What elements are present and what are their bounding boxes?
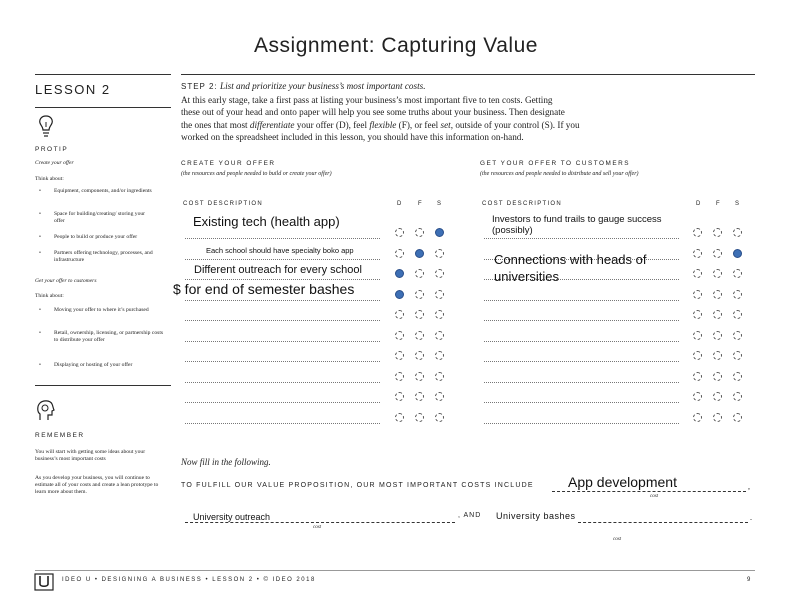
option-f-radio[interactable] [713, 351, 722, 360]
get-col-subtitle: (the resources and people needed to distribute and sell your offer) [480, 171, 639, 177]
option-s-radio[interactable] [733, 413, 742, 422]
divider [35, 74, 171, 75]
lightbulb-icon [37, 114, 55, 138]
cost-3-value: University bashes [496, 511, 576, 521]
option-s-radio[interactable] [435, 372, 444, 381]
cost-line [552, 491, 746, 492]
get-heading: Get your offer to customers [35, 278, 97, 284]
cost-entry-line[interactable] [185, 402, 380, 403]
option-d-radio[interactable] [693, 290, 702, 299]
handwritten-entry: $ for end of semester bashes [173, 281, 355, 297]
step-label: STEP 2: [181, 82, 218, 91]
option-s-radio[interactable] [733, 392, 742, 401]
list-item: • Moving your offer to where it’s purchased [54, 307, 154, 314]
cost-entry-line[interactable] [484, 361, 679, 362]
option-d-radio[interactable] [693, 392, 702, 401]
think-about: Think about: [35, 176, 64, 182]
option-f-radio[interactable] [713, 269, 722, 278]
step-line: these out of your head and onto paper will help you see some truths about your business. Then designate [181, 107, 565, 118]
divider [181, 74, 755, 75]
option-d-radio[interactable] [395, 331, 404, 340]
think-about: Think about: [35, 293, 64, 299]
option-s-radio[interactable] [733, 269, 742, 278]
option-d-radio[interactable] [395, 269, 404, 278]
handwritten-entry: Connections with heads of universities [494, 252, 647, 284]
option-f-radio[interactable] [713, 249, 722, 258]
option-f-radio[interactable] [713, 392, 722, 401]
list-item: • Displaying or hosting of your offer [54, 362, 169, 369]
cost-entry-line[interactable] [484, 402, 679, 403]
s-header: S [437, 201, 443, 207]
cost-entry-line[interactable] [185, 341, 380, 342]
cost-line [578, 522, 748, 523]
option-f-radio[interactable] [713, 331, 722, 340]
handwritten-entry: Existing tech (health app) [193, 214, 340, 229]
protip-label: PROTIP [35, 146, 69, 153]
option-d-radio[interactable] [395, 372, 404, 381]
option-s-radio[interactable] [435, 290, 444, 299]
step-heading: List and prioritize your business’s most important costs. [219, 81, 426, 91]
option-d-radio[interactable] [395, 290, 404, 299]
option-d-radio[interactable] [693, 269, 702, 278]
option-d-radio[interactable] [693, 351, 702, 360]
option-s-radio[interactable] [435, 269, 444, 278]
cost-entry-line[interactable] [185, 382, 380, 383]
option-f-radio[interactable] [713, 290, 722, 299]
option-f-radio[interactable] [713, 413, 722, 422]
d-header: D [397, 201, 403, 207]
list-item: • Partners offering technology, processes, and infrastructure [54, 250, 154, 264]
cost-description-header: COST DESCRIPTION [482, 201, 563, 207]
cost-entry-line[interactable] [484, 382, 679, 383]
cost-entry-line[interactable] [484, 300, 679, 301]
cost-entry-line[interactable] [484, 423, 679, 424]
option-f-radio[interactable] [415, 351, 424, 360]
cost-caption: cost [613, 537, 622, 542]
head-icon [35, 398, 57, 422]
option-d-radio[interactable] [395, 249, 404, 258]
cost-entry-line[interactable] [185, 300, 380, 301]
remember-text: As you develop your business, you will continue to estimate all of your costs and create a lean prototype to learn more about them. [35, 475, 159, 495]
create-heading: Create your offer [35, 160, 74, 166]
option-s-radio[interactable] [435, 392, 444, 401]
cost-caption: cost [313, 525, 322, 530]
option-d-radio[interactable] [395, 413, 404, 422]
cost-entry-line[interactable] [484, 341, 679, 342]
page-title: Assignment: Capturing Value [254, 34, 538, 57]
ideo-u-logo [34, 573, 54, 596]
create-col-subtitle: (the resources and people needed to build or create your offer) [181, 171, 332, 177]
cost-entry-line[interactable] [185, 259, 380, 260]
option-f-radio[interactable] [415, 372, 424, 381]
footer-text: IDEO U • DESIGNING A BUSINESS • LESSON 2 • © IDEO 2018 [62, 577, 316, 583]
option-d-radio[interactable] [395, 310, 404, 319]
cost-2-value: University outreach [193, 512, 271, 522]
fill-prompt: Now fill in the following. [181, 457, 271, 467]
option-s-radio[interactable] [435, 310, 444, 319]
list-item: • Retail, ownership, licensing, or partnership costs to distribute your offer [54, 330, 164, 344]
remember-text: You will start with getting some ideas about your business’s most important costs [35, 449, 146, 462]
divider [35, 107, 171, 108]
option-s-radio[interactable] [733, 228, 742, 237]
option-f-radio[interactable] [415, 228, 424, 237]
d-header: D [696, 201, 702, 207]
step-line: At this early stage, take a first pass at listing your business’s most important five to ten costs. Getting [181, 94, 553, 105]
cost-entry-line[interactable] [185, 238, 380, 239]
cost-entry-line[interactable] [484, 320, 679, 321]
option-f-radio[interactable] [415, 310, 424, 319]
option-s-radio[interactable] [733, 290, 742, 299]
option-d-radio[interactable] [693, 413, 702, 422]
divider [35, 385, 171, 386]
step-line: worked on the spreadsheet included in this lesson, you should have this information on-hand. [181, 132, 524, 143]
cost-entry-line[interactable] [185, 279, 380, 280]
comma: , [748, 482, 750, 491]
lesson-label: LESSON 2 [35, 82, 111, 97]
and-label: , AND [458, 512, 482, 519]
f-header: F [716, 201, 721, 207]
f-header: F [418, 201, 423, 207]
option-d-radio[interactable] [395, 351, 404, 360]
cost-line [185, 522, 455, 523]
option-s-radio[interactable] [435, 413, 444, 422]
option-s-radio[interactable] [733, 351, 742, 360]
remember-label: REMEMBER [35, 432, 85, 439]
step-line: the ones that most differentiate your offer (D), feel flexible (F), or feel set, outside of your control (S). If you [181, 119, 580, 130]
option-f-radio[interactable] [713, 310, 722, 319]
step-instructions [181, 80, 631, 144]
option-s-radio[interactable] [435, 228, 444, 237]
option-s-radio[interactable] [733, 331, 742, 340]
option-d-radio[interactable] [395, 392, 404, 401]
page-number: 9 [747, 577, 752, 583]
fill-sentence: TO FULFILL OUR VALUE PROPOSITION, OUR MOST IMPORTANT COSTS INCLUDE [181, 482, 534, 489]
list-item: • Equipment, components, and/or ingredients [54, 188, 154, 195]
cost-entry-line[interactable] [185, 423, 380, 424]
option-s-radio[interactable] [435, 351, 444, 360]
option-d-radio[interactable] [693, 310, 702, 319]
cost-entry-line[interactable] [484, 238, 679, 239]
option-s-radio[interactable] [435, 331, 444, 340]
option-f-radio[interactable] [713, 228, 722, 237]
cost-1-value: App development [568, 474, 677, 490]
option-d-radio[interactable] [693, 331, 702, 340]
handwritten-entry: Investors to fund trails to gauge success (possibly) [492, 214, 662, 236]
option-f-radio[interactable] [713, 372, 722, 381]
option-f-radio[interactable] [415, 269, 424, 278]
option-f-radio[interactable] [415, 249, 424, 258]
get-col-title: GET YOUR OFFER TO CUSTOMERS [480, 160, 630, 167]
option-d-radio[interactable] [395, 228, 404, 237]
cost-entry-line[interactable] [185, 361, 380, 362]
option-f-radio[interactable] [415, 331, 424, 340]
option-s-radio[interactable] [435, 249, 444, 258]
list-item: • People to build or produce your offer [54, 234, 169, 241]
cost-description-header: COST DESCRIPTION [183, 201, 264, 207]
option-s-radio[interactable] [733, 310, 742, 319]
option-s-radio[interactable] [733, 372, 742, 381]
option-s-radio[interactable] [733, 249, 742, 258]
option-d-radio[interactable] [693, 228, 702, 237]
s-header: S [735, 201, 741, 207]
cost-caption: cost [650, 494, 659, 499]
option-f-radio[interactable] [415, 413, 424, 422]
divider [35, 570, 755, 571]
period: . [750, 513, 752, 522]
option-f-radio[interactable] [415, 392, 424, 401]
option-d-radio[interactable] [693, 372, 702, 381]
handwritten-entry: Each school should have specialty boko app [206, 246, 354, 255]
cost-entry-line[interactable] [185, 320, 380, 321]
list-item: • Space for building/creating/ storing your offer [54, 211, 154, 225]
option-d-radio[interactable] [693, 249, 702, 258]
option-f-radio[interactable] [415, 290, 424, 299]
handwritten-entry: Different outreach for every school [194, 264, 362, 276]
create-col-title: CREATE YOUR OFFER [181, 160, 276, 167]
